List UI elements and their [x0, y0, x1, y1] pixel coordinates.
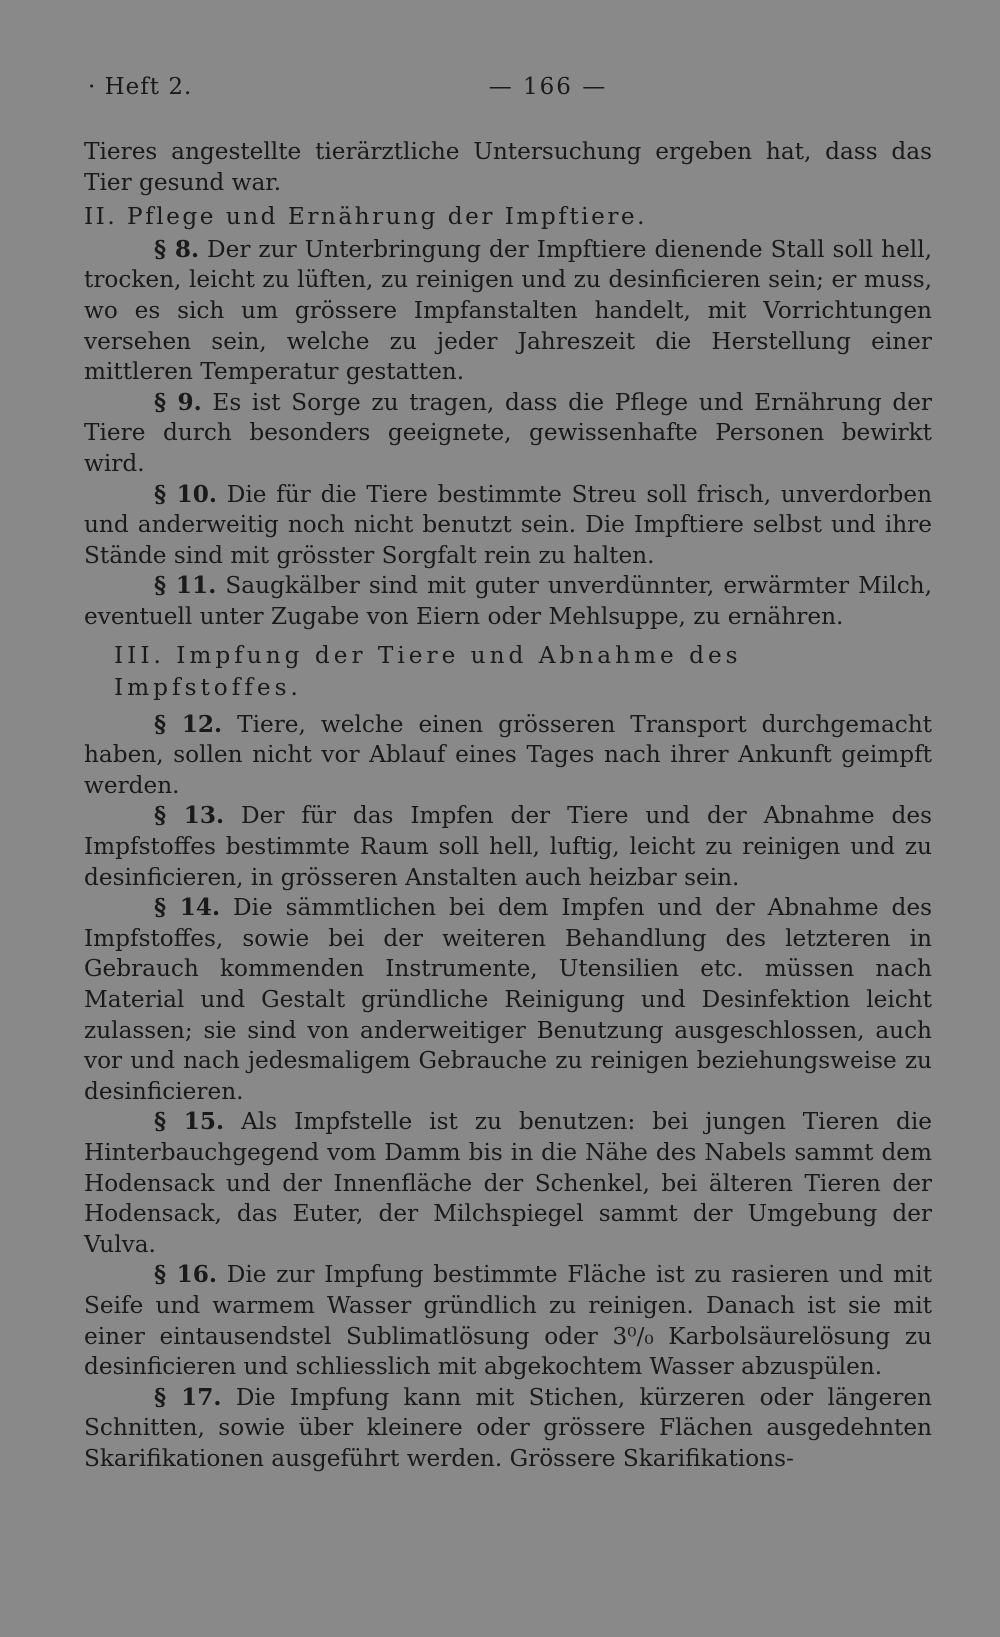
section-heading-3-cont: Impfstoffes.	[114, 674, 302, 702]
paragraph-text: Die sämmtlichen bei dem Impfen und der Abnahme des Impfstoffes, sowie bei der weiteren Behandlung des letzteren in Gebrauch kommenden Instrumente, Utensilien etc. müssen nach Material und Gestalt gründliche Reinigung und Desinfektion leicht zulassen; sie sind von anderweitiger Benutzung ausgeschlossen, auch vor und nach jedesmaligem Gebrauche zu reinigen beziehungsweise zu desinficieren.	[84, 894, 932, 1105]
paragraph-text: Tiere, welche einen grösseren Transport durchgemacht haben, sollen nicht vor Ablauf eines Tages nach ihrer Ankunft geimpft werden.	[84, 710, 933, 799]
page-number: — 166 —	[488, 74, 608, 100]
paragraph-s9	[84, 388, 932, 480]
section-mark: § 8.	[154, 235, 200, 263]
paragraph-text: Die für die Tiere bestimmte Streu soll frisch, unverdorben und anderweitig noch nicht benutzt sein. Die Impftiere selbst und ihre Stände sind mit grösster Sorgfalt rein zu halten.	[84, 480, 933, 569]
paragraph-s17	[84, 1383, 932, 1475]
paragraph-text: Es ist Sorge zu tragen, dass die Pflege und Ernährung der Tiere durch besonders geeignete, gewissenhafte Personen bewirkt wird.	[84, 388, 933, 477]
paragraph-s12	[84, 710, 932, 802]
paragraph-text: Der für das Impfen der Tiere und der Abnahme des Impfstoffes bestimmte Raum soll hell, luftig, leicht zu reinigen und zu desinficieren, in grösseren Anstalten auch heizbar sein.	[84, 802, 932, 891]
paragraph-text: Der zur Unterbringung der Impftiere dienende Stall soll hell, trocken, leicht zu lüften, zu reinigen und zu desinficieren sein; er muss, wo es sich um grössere Impfanstalten handelt, mit Vorrichtungen versehen sein, welche zu jeder Jahreszeit die Herstellung einer mittleren Temperatur gestatten.	[84, 235, 933, 386]
document-body	[84, 137, 932, 1475]
paragraph-s14	[84, 893, 932, 1107]
paragraph-text: Die zur Impfung bestimmte Fläche ist zu rasieren und mit Seife und warmem Wasser gründlich zu reinigen. Danach ist sie mit einer eintausendstel Sublimatlösung oder 3⁰/₀ Karbolsäurelösung zu desinficieren und schliesslich mit abgekochtem Wasser abzuspülen.	[84, 1261, 933, 1381]
section-mark: § 13.	[154, 802, 225, 830]
section-mark: § 14.	[154, 894, 221, 922]
issue-label: · Heft 2.	[88, 74, 193, 100]
section-mark: § 15.	[154, 1108, 225, 1136]
paragraph-text: Saugkälber sind mit guter unverdünnter, erwärmter Milch, eventuell unter Zugabe von Eiern oder Mehlsuppe, zu ernähren.	[84, 572, 932, 630]
paragraph-s16	[84, 1260, 932, 1382]
paragraph-text: Als Impfstelle ist zu benutzen: bei jungen Tieren die Hinterbauchgegend vom Damm bis in die Nähe des Nabels sammt dem Hodensack und der Innenfläche der Schenkel, bei älteren Tieren der Hodensack, das Euter, der Milchspiegel sammt der Umgebung der Vulva.	[84, 1108, 932, 1258]
section-mark: § 9.	[154, 388, 202, 416]
paragraph-continuation: Tieres angestellte tierärztliche Untersuchung ergeben hat, dass das Tier gesund war.	[84, 138, 932, 196]
section-mark: § 17.	[154, 1383, 222, 1411]
section-heading-3: III. Impfung der Tiere und Abnahme des	[114, 641, 742, 669]
section-heading-2: II. Pflege und Ernährung der Impftiere.	[84, 203, 647, 231]
section-mark: § 12.	[154, 710, 223, 738]
paragraph-s10	[84, 480, 932, 572]
paragraph-s11	[84, 571, 932, 632]
running-header	[88, 74, 928, 110]
section-mark: § 10.	[154, 480, 217, 508]
paragraph-s8	[84, 235, 932, 388]
paragraph-s15	[84, 1107, 932, 1260]
paragraph-text: Die Impfung kann mit Stichen, kürzeren oder längeren Schnitten, sowie über kleinere oder grössere Flächen ausgedehnten Skarifikationen ausgeführt werden. Grössere Skarifikations-	[84, 1383, 932, 1472]
section-mark: § 11.	[154, 572, 217, 600]
paragraph-s13	[84, 801, 932, 893]
section-mark: § 16.	[154, 1261, 217, 1289]
